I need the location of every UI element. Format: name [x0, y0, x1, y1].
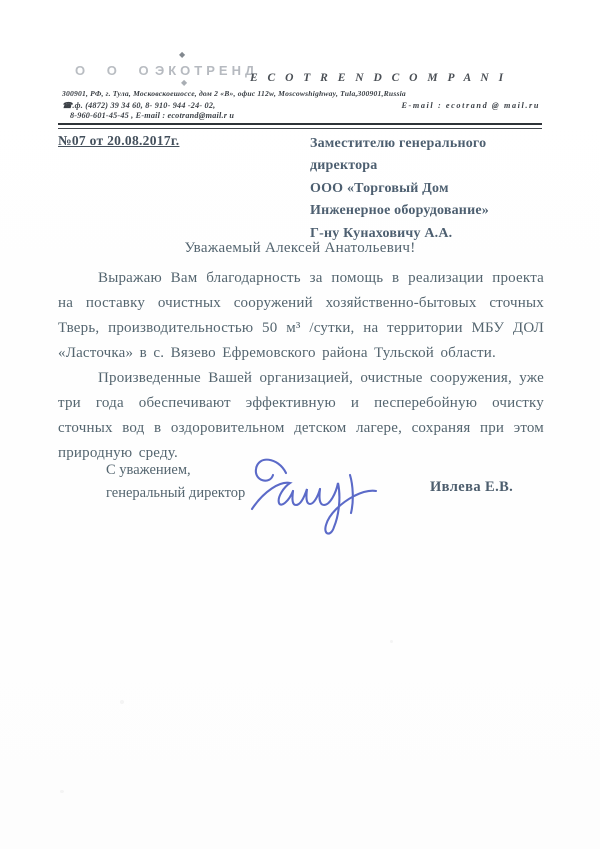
address-line: 300901, РФ, г. Тула, Московскоешоссе, дом 2 «В», офис 112w, Moscowshighway, Tula,300901,Russia	[62, 89, 406, 98]
phone-numbers: ☎.ф. (4872) 39 34 60, 8- 910- 944 -24- 02,	[62, 101, 216, 110]
reference-number: №07 от 20.08.2017г.	[58, 133, 180, 148]
signature-block	[58, 455, 544, 565]
scan-speck	[390, 640, 393, 643]
gem-icon: ◆	[179, 50, 186, 59]
body-paragraph-1: Выражаю Вам благодарность за помощь в реализации проекта на поставку очистных сооружений хозяйственно-бытовых сточных Тверь, производительностью 50 м³ /сутки, на территории МБУ ДОЛ «Ласточка» в с. Вязево Ефремовского района Тульской области.	[58, 270, 544, 361]
logo-brand-text: ЭКОТРЕНД	[155, 63, 259, 78]
letterhead-divider	[58, 123, 542, 129]
scan-speck	[120, 700, 124, 704]
closing-title: генеральный директор	[106, 484, 246, 501]
closing-lines	[106, 459, 245, 504]
gem-icon: ◆	[181, 78, 188, 87]
recipient-title: Заместителю генерального директора	[310, 136, 487, 174]
scan-speck	[60, 790, 64, 793]
recipient-company-2: Инженерное оборудование»	[310, 203, 489, 219]
salutation: Уважаемый Алексей Анатольевич!	[184, 240, 416, 256]
recipient-person: Г-ну Кунаховичу А.А.	[310, 225, 453, 241]
recipient-block	[310, 133, 542, 245]
email-address: E-mail : ecotrand @ mail.ru	[401, 101, 540, 110]
signatory-name: Ивлева Е.В.	[430, 479, 514, 495]
logo-ooo-text: О О О	[75, 63, 158, 78]
company-name-english: E C O T R E N D C O M P A N I	[250, 72, 507, 84]
body-paragraph-2: Произведенные Вашей организацией, очистные сооружения, уже три года обеспечивают эффективную и песперебойную очистку сточных вод в оздоровительном детском лагере, сохраняя при этом природную среду.	[58, 370, 544, 461]
letterhead	[0, 0, 600, 132]
phone-line-2: 8-960-601-45-45 , E-mail : ecotrand@mail.r u	[70, 111, 235, 120]
handwritten-signature	[246, 447, 396, 547]
letter-body	[58, 266, 544, 466]
recipient-company-1: ООО «Торговый Дом	[310, 180, 449, 196]
phone-line	[62, 100, 540, 110]
closing-regards: С уважением,	[106, 462, 191, 478]
